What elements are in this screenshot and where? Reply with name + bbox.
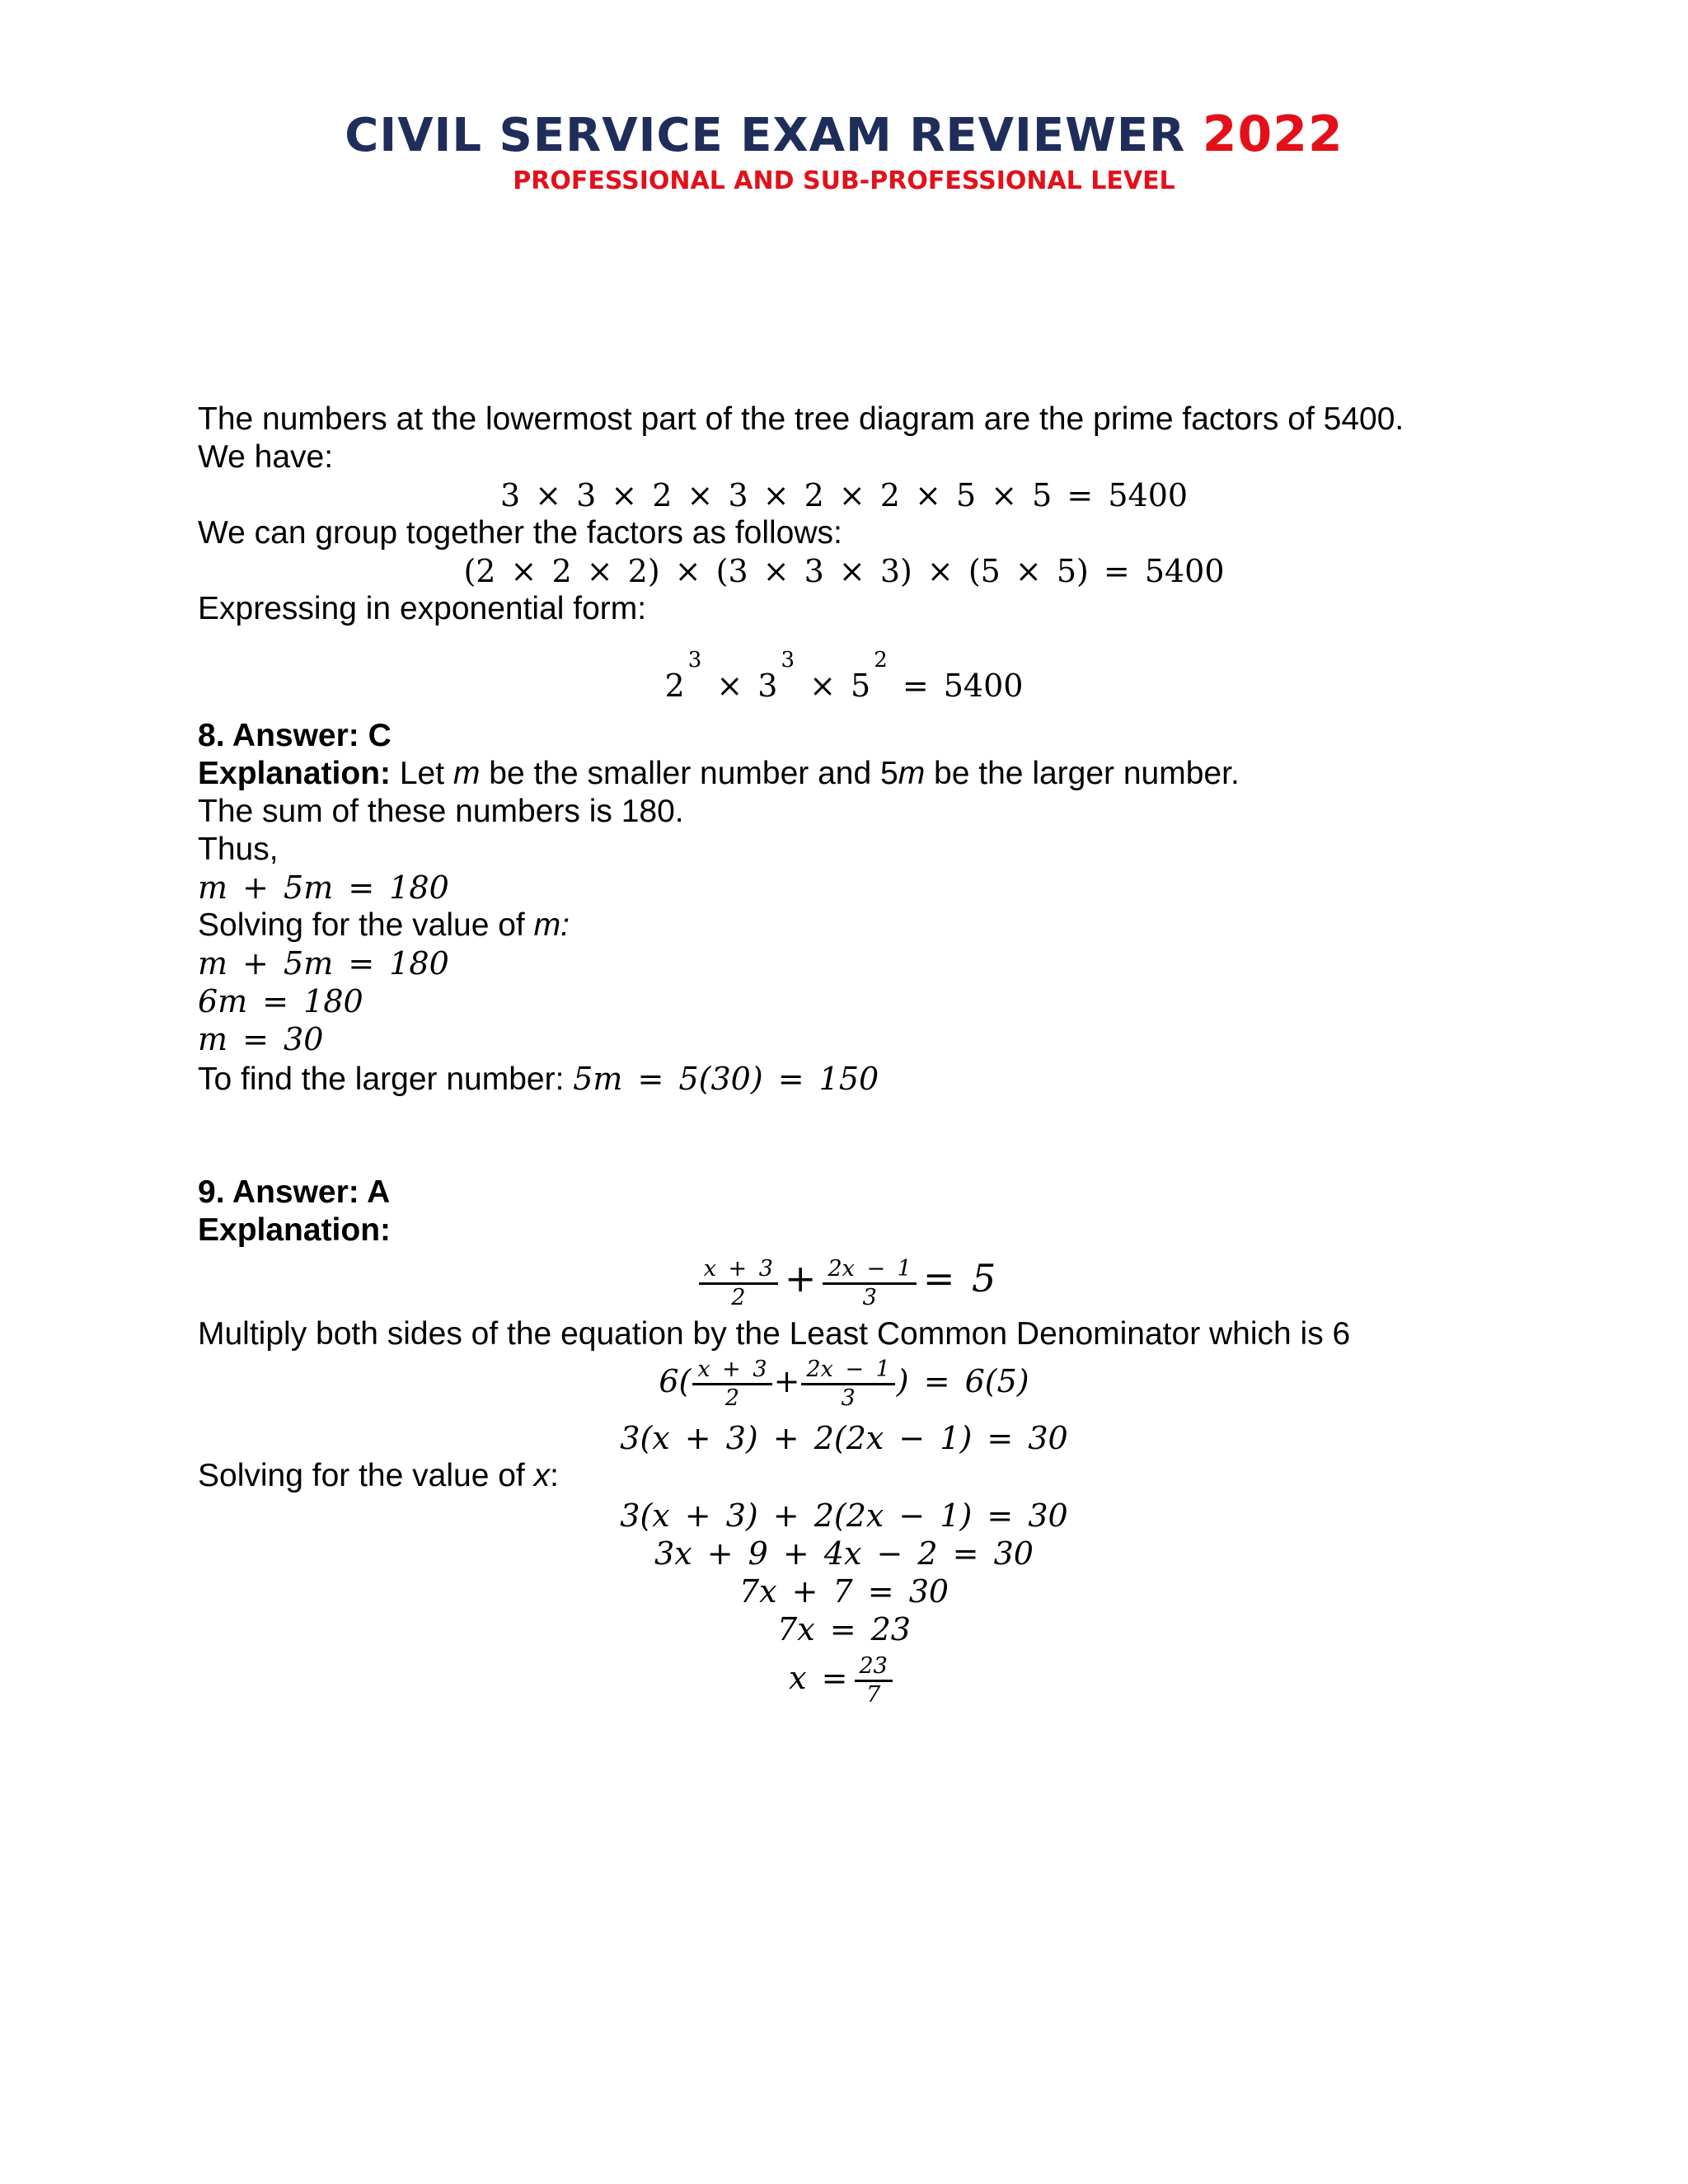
- q9-solve-2: 3x + 9 + 4x − 2 = 30: [654, 1535, 1034, 1572]
- exp-power-3: 2: [874, 648, 888, 673]
- q9-solve-1: 3(x + 3) + 2(2x − 1) = 30: [620, 1497, 1068, 1534]
- equation-factors: 3 × 3 × 2 × 3 × 2 × 2 × 5 × 5 = 5400: [499, 477, 1189, 513]
- exp-rhs: = 5400: [902, 668, 1024, 704]
- exp-power-2: 3: [781, 648, 795, 673]
- header-year: 2022: [1202, 105, 1343, 163]
- q9-frac-1: [699, 1256, 778, 1311]
- q9-frac-1-den: 2: [731, 1285, 746, 1310]
- q8-solving: [198, 907, 570, 944]
- q8-expl-c: be the larger number.: [925, 756, 1240, 791]
- q9-solve-5-frac: [855, 1653, 893, 1708]
- header-title-text: CIVIL SERVICE EXAM REVIEWER: [345, 109, 1186, 162]
- header-title: [0, 105, 1688, 165]
- q9-lcd-frac-2-den: 3: [841, 1385, 856, 1411]
- q8-thus: Thus,: [198, 832, 279, 867]
- q9-solving-var: x: [533, 1458, 551, 1493]
- q9-solving-text: Solving for the value of: [198, 1458, 534, 1493]
- q8-expl-b: be the smaller number and 5: [480, 756, 898, 791]
- q9-lcd-frac-2-num: 2x − 1: [801, 1357, 894, 1385]
- prime-intro: The numbers at the lowermost part of the tree diagram are the prime factors of 5400.: [198, 401, 1404, 437]
- q9-solve-5-num: 23: [855, 1653, 893, 1682]
- q8-equation-2: m + 5m = 180: [198, 945, 449, 982]
- we-have-label: We have:: [198, 439, 334, 475]
- q9-solving-colon: :: [550, 1458, 559, 1493]
- q9-step-1: 3(x + 3) + 2(2x − 1) = 30: [620, 1420, 1068, 1456]
- q8-larger: [198, 1060, 879, 1099]
- q8-heading: 8. Answer: C: [198, 718, 392, 753]
- equation-grouped: (2 × 2 × 2) × (3 × 3 × 3) × (5 × 5) = 5400: [463, 553, 1225, 589]
- q9-solve-4: 7x = 23: [777, 1611, 911, 1647]
- q9-solve-5: [0, 1653, 1688, 1708]
- q9-equation-main: [0, 1256, 1688, 1311]
- q9-frac-1-num: x + 3: [699, 1256, 778, 1285]
- q8-sum-text: The sum of these numbers is 180.: [198, 794, 684, 829]
- q8-var-m-2: m: [898, 756, 926, 791]
- exponential-label: Expressing in exponential form:: [198, 591, 647, 626]
- group-text: We can group together the factors as follows:: [198, 515, 842, 551]
- q8-equation-3: 6m = 180: [198, 983, 363, 1019]
- q9-eq-rhs: = 5: [922, 1256, 996, 1301]
- q8-solving-var: m:: [533, 907, 570, 943]
- page-header: [0, 105, 1688, 196]
- q9-lcd-prefix: 6(: [659, 1363, 692, 1399]
- exp-base-2: 3: [757, 668, 778, 704]
- q9-plus: +: [784, 1256, 817, 1301]
- header-subtitle: PROFESSIONAL AND SUB-PROFESSIONAL LEVEL: [513, 166, 1175, 195]
- q9-solve-5-den: 7: [866, 1682, 881, 1708]
- exp-base-1: 2: [664, 668, 685, 704]
- q9-lcd-plus: +: [773, 1363, 800, 1399]
- q8-var-m: m: [452, 756, 481, 791]
- q8-larger-text: To find the larger number:: [198, 1062, 574, 1097]
- q9-lcd-text: Multiply both sides of the equation by the Least Common Denominator which is 6: [198, 1316, 1351, 1352]
- q9-equation-lcd: [0, 1357, 1688, 1412]
- q8-explanation: [198, 755, 1240, 793]
- exp-power-1: 3: [687, 648, 702, 673]
- q9-frac-2: [823, 1256, 916, 1311]
- q9-solve-5-lhs: x =: [789, 1660, 848, 1696]
- q9-lcd-frac-1: [692, 1357, 771, 1412]
- q9-frac-2-den: 3: [862, 1285, 877, 1310]
- q9-lcd-frac-1-den: 2: [724, 1385, 740, 1411]
- q8-expl-a: Let: [391, 756, 453, 791]
- q8-solving-text: Solving for the value of: [198, 907, 534, 943]
- exp-base-3: 5: [851, 668, 871, 704]
- q9-frac-2-num: 2x − 1: [823, 1256, 916, 1285]
- q8-equation-4: m = 30: [198, 1021, 324, 1057]
- q8-equation-1: m + 5m = 180: [198, 869, 449, 906]
- q9-solve-3: 7x + 7 = 30: [738, 1573, 950, 1610]
- q8-explanation-label: Explanation:: [198, 756, 392, 791]
- q9-heading: 9. Answer: A: [198, 1174, 391, 1210]
- equation-exponential: $2^3 \times 3^3 \times 5^2 = 5400$: [664, 648, 1024, 704]
- q9-explanation-label: Explanation:: [198, 1212, 392, 1248]
- q9-lcd-frac-1-num: x + 3: [692, 1357, 771, 1385]
- q9-solving: [198, 1457, 559, 1495]
- q8-larger-equation: 5m = 5(30) = 150: [573, 1061, 879, 1097]
- q9-lcd-frac-2: [801, 1357, 894, 1412]
- q9-lcd-suffix: ) = 6(5): [896, 1363, 1029, 1399]
